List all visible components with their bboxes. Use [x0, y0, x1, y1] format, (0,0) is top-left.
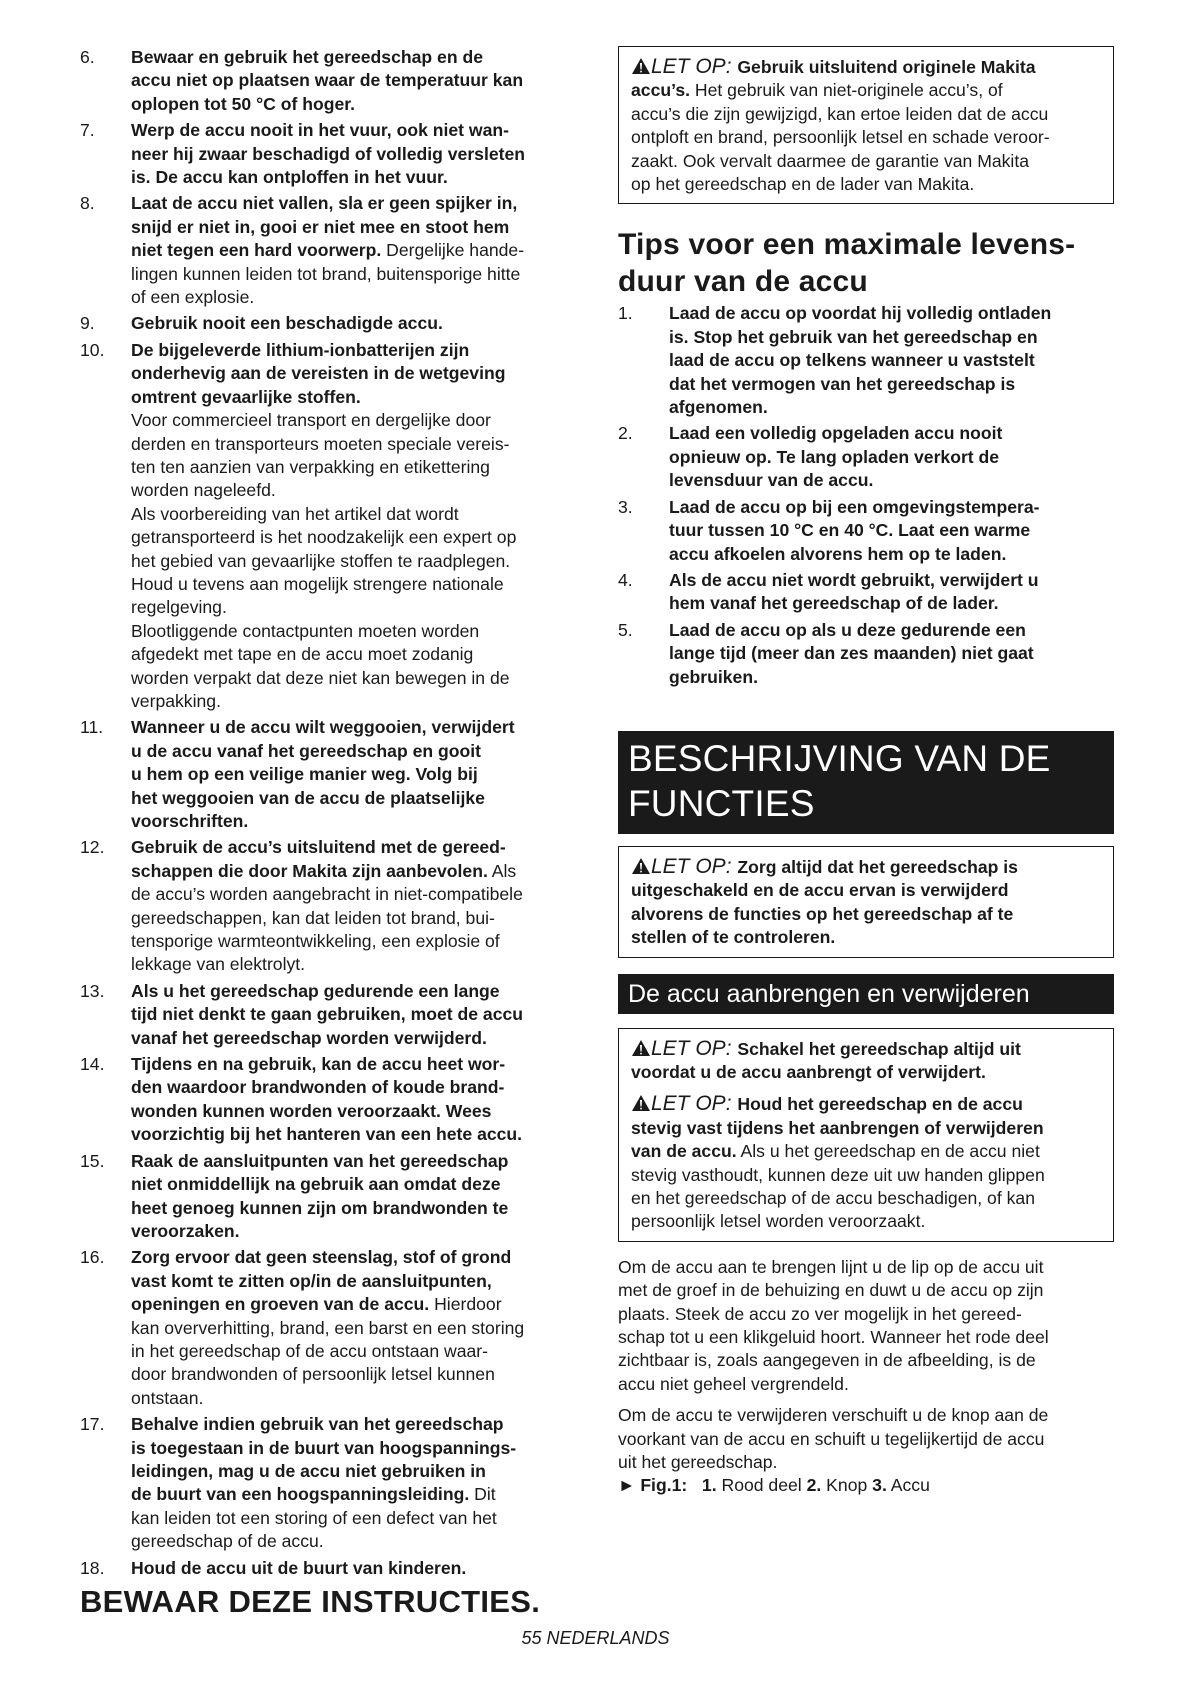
text-line: omtrent gevaarlijke stoffen. [131, 386, 361, 407]
text-line: voorschriften. [131, 811, 249, 831]
text-line: Laad de accu op als u deze gedurende een [669, 619, 1026, 640]
tips-heading [618, 226, 1114, 300]
text-line: de buurt van een hoogspanningsleiding. Dit [131, 1484, 496, 1505]
tips-heading-line: duur van de accu [618, 265, 868, 299]
text-line: stevig vasthoudt, kunnen deze uit uw handen glippen [631, 1164, 1045, 1185]
list-item [80, 836, 585, 976]
text-line: accu’s. Het gebruik van niet-originele accu’s, of [631, 80, 1003, 101]
list-item [80, 46, 585, 116]
text-line: worden nageleefd. [131, 480, 276, 501]
text-line: levensduur van de accu. [669, 470, 874, 491]
text-line: alvorens de functies op het gereedschap af te [631, 903, 1014, 924]
item-number: 16. [80, 1247, 105, 1268]
text-line: tijd niet denkt te gaan gebruiken, moet de accu [131, 1004, 524, 1025]
functions-caution-box [618, 846, 1114, 958]
list-item [80, 980, 585, 1050]
list-item [80, 1557, 585, 1580]
text-line: het gebied van gevaarlijke stoffen te raadplegen. [131, 550, 511, 571]
fig-item-text: Rood deel [721, 1475, 802, 1496]
item-number: 13. [80, 980, 105, 1001]
warning-triangle-icon [631, 857, 651, 875]
text-line: afgedekt met tape en de accu moet zodanig [131, 644, 474, 665]
text-line: kan leiden tot een storing of een defect van het [131, 1507, 497, 1528]
text-line: Tijdens en na gebruik, kan de accu heet wor- [131, 1054, 506, 1075]
item-number: 1. [618, 303, 633, 324]
text-line: Werp de accu nooit in het vuur, ook niet wan- [131, 120, 509, 141]
text-line: Als u het gereedschap gedurende een lange [131, 980, 500, 1001]
text-line: is. De accu kan ontploffen in het vuur. [131, 167, 448, 188]
text-line: u hem op een veilige manier weg. Volg bij [131, 764, 478, 785]
text-line: u de accu vanaf het gereedschap en gooit [131, 740, 482, 761]
text-line: schappen die door Makita zijn aanbevolen. Als [131, 860, 517, 881]
warning-triangle-icon [631, 1039, 651, 1057]
text-line: den waardoor brandwonden of koude brand- [131, 1077, 505, 1098]
text-line: plaats. Steek de accu zo ver mogelijk in het gereed- [618, 1303, 1022, 1324]
text-line: stellen of te controleren. [631, 927, 836, 948]
caution-label: LET OP: [651, 1092, 738, 1116]
text-line: LET OP: Zorg altijd dat het gereedschap is [631, 855, 1101, 879]
arrow-icon: ► [618, 1475, 636, 1496]
figure-label: Fig.1: [640, 1475, 688, 1496]
text-line: van de accu. Als u het gereedschap en de accu niet [631, 1141, 1040, 1162]
text-line: derden en transporteurs moeten speciale vereis- [131, 433, 510, 454]
text-line: verpakking. [131, 690, 221, 711]
text-line: niet onmiddellijk na gebruik aan omdat deze [131, 1174, 501, 1195]
text-line: Om de accu aan te brengen lijnt u de lip op de accu uit [618, 1256, 1044, 1277]
caution-text [631, 55, 1101, 196]
text-line: of een explosie. [131, 287, 255, 308]
text-line: zaakt. Ook vervalt daarmee de garantie van Makita [631, 150, 1030, 171]
text-line: ten ten aanzien van verpakking en etikettering [131, 456, 490, 477]
text-line: op het gereedschap en de lader van Makita. [631, 174, 975, 195]
list-item [80, 312, 585, 335]
text-line: Gebruik nooit een beschadigde accu. [131, 313, 443, 334]
text-line: De bijgeleverde lithium-ionbatterijen zijn [131, 339, 470, 360]
warning-triangle-icon [631, 57, 651, 75]
install-instructions [618, 1256, 1114, 1396]
text-line: snijd er niet in, gooi er niet mee en stoot hem [131, 216, 510, 237]
text-line: dat het vermogen van het gereedschap is [669, 373, 1016, 394]
caution-label: LET OP: [651, 854, 738, 878]
text-line: lange tijd (meer dan zes maanden) niet gaat [669, 643, 1034, 664]
text-line: uit het gereedschap. [618, 1452, 778, 1473]
text-line: oplopen tot 50 °C of hoger. [131, 93, 356, 114]
text-line: kan oververhitting, brand, een barst en een storing [131, 1317, 525, 1338]
text-line: lingen kunnen leiden tot brand, buitensporige hitte [131, 263, 521, 284]
text-line: leidingen, mag u de accu niet gebruiken in [131, 1460, 486, 1481]
warning-triangle-icon [631, 1094, 651, 1112]
item-number: 6. [80, 47, 95, 67]
text-line: LET OP: Gebruik uitsluitend originele Makita [631, 55, 1101, 79]
caution-text [631, 1037, 1101, 1085]
item-number: 3. [618, 496, 633, 517]
page-footer: 55 NEDERLANDS [521, 1628, 670, 1648]
text-line: voorkant van de accu en schuift u tegelijkertijd de accu [618, 1428, 1045, 1449]
text-line: Zorg ervoor dat geen steenslag, stof of grond [131, 1247, 512, 1268]
original-battery-caution-box [618, 46, 1114, 204]
text-line: zichtbaar is, zoals aangegeven in de afbeelding, is de [618, 1350, 1036, 1371]
text-line: LET OP: Schakel het gereedschap altijd uit [631, 1037, 1101, 1061]
text-line: Gebruik de accu’s uitsluitend met de gereed- [131, 837, 506, 858]
list-item [80, 1053, 585, 1147]
text-line: met de groef in de behuizing en duwt u de accu op zijn [618, 1280, 1044, 1301]
text-line: door brandwonden of persoonlijk letsel kunnen [131, 1364, 495, 1385]
save-instructions-heading: BEWAAR DEZE INSTRUCTIES. [80, 1584, 541, 1619]
remove-instructions [618, 1404, 1114, 1474]
list-item [618, 422, 1114, 492]
list-item [618, 569, 1114, 616]
list-item [80, 1413, 585, 1553]
text-line: Blootliggende contactpunten moeten worden [131, 620, 480, 641]
text-line: veroorzaken. [131, 1220, 240, 1241]
item-number: 12. [80, 837, 105, 858]
text-line: Houd de accu uit de buurt van kinderen. [131, 1557, 467, 1578]
text-line: niet tegen een hard voorwerp. Dergelijke hande- [131, 240, 525, 261]
item-number: 9. [80, 313, 95, 334]
text-line: gereedschap of de accu. [131, 1531, 324, 1552]
text-line: worden verpakt dat deze niet kan bewegen in de [131, 667, 510, 688]
fig-item-num: 2. [806, 1475, 822, 1496]
caution-text [631, 1092, 1101, 1233]
text-line: schap tot u een klikgeluid hoort. Wanneer het rode deel [618, 1327, 1049, 1348]
item-number: 18. [80, 1557, 105, 1578]
text-line: openingen en groeven van de accu. Hierdoor [131, 1294, 502, 1315]
text-line: gebruiken. [669, 666, 758, 687]
list-item [80, 1246, 585, 1410]
section-heading-line: FUNCTIES [628, 782, 815, 824]
figure-reference [618, 1474, 1114, 1497]
text-line: in het gereedschap of de accu ontstaan waar- [131, 1340, 488, 1361]
text-line: Behalve indien gebruik van het gereedschap [131, 1414, 504, 1435]
text-line: Laad de accu op bij een omgevingstempera- [669, 496, 1040, 517]
text-line: laad de accu op telkens wanneer u vaststelt [669, 350, 1035, 371]
text-line: LET OP: Houd het gereedschap en de accu [631, 1092, 1101, 1116]
item-number: 2. [618, 423, 633, 444]
text-line: accu niet geheel vergrendeld. [618, 1373, 849, 1394]
subsection-heading-install-remove: De accu aanbrengen en verwijderen [618, 974, 1114, 1014]
section-heading-line: BESCHRIJVING VAN DE [628, 737, 1051, 779]
list-item [80, 1150, 585, 1244]
list-item [618, 619, 1114, 689]
text-line: Om de accu te verwijderen verschuift u de knop aan de [618, 1405, 1049, 1426]
text-line: regelgeving. [131, 597, 227, 618]
text-line: voorzichtig bij het hanteren van een hete accu. [131, 1124, 523, 1145]
text-line: Als de accu niet wordt gebruikt, verwijdert u [669, 569, 1039, 590]
text-line: vanaf het gereedschap worden verwijderd. [131, 1027, 487, 1048]
safety-instructions-list [80, 46, 585, 1580]
item-number: 15. [80, 1150, 105, 1171]
text-line: accu niet op plaatsen waar de temperatuur kan [131, 70, 524, 91]
text-line: Raak de aansluitpunten van het gereedschap [131, 1150, 509, 1171]
list-item [618, 496, 1114, 566]
text-line: Laad de accu op voordat hij volledig ontladen [669, 303, 1052, 324]
right-column [618, 46, 1114, 1498]
item-number: 4. [618, 569, 633, 590]
item-number: 7. [80, 120, 95, 141]
item-number: 5. [618, 619, 633, 640]
text-line: vast komt te zitten op/in de aansluitpunten, [131, 1270, 492, 1291]
section-heading-functions [618, 731, 1114, 834]
text-line: getransporteerd is het noodzakelijk een expert op [131, 527, 517, 548]
text-line: uitgeschakeld en de accu ervan is verwijderd [631, 880, 1009, 901]
text-line: Wanneer u de accu wilt weggooien, verwijdert [131, 717, 515, 738]
install-caution-box [618, 1028, 1114, 1242]
text-line: tensporige warmteontwikkeling, een explosie of [131, 931, 500, 952]
text-line: onderhevig aan de vereisten in de wetgeving [131, 363, 506, 384]
caution-label: LET OP: [651, 1036, 738, 1060]
item-number: 10. [80, 339, 105, 360]
list-item [618, 302, 1114, 419]
text-line: is toegestaan in de buurt van hoogspannings- [131, 1437, 517, 1458]
list-item [80, 119, 585, 189]
text-line: is. Stop het gebruik van het gereedschap en [669, 326, 1038, 347]
text-line: neer hij zwaar beschadigd of volledig versleten [131, 143, 526, 164]
text-line: ontstaan. [131, 1387, 204, 1408]
text-line: lekkage van elektrolyt. [131, 954, 306, 975]
text-line: persoonlijk letsel worden veroorzaakt. [631, 1211, 926, 1232]
text-line: Laat de accu niet vallen, sla er geen spijker in, [131, 193, 518, 214]
text-line: accu’s die zijn gewijzigd, kan ertoe leiden dat de accu [631, 103, 1049, 124]
fig-item-text: Knop [826, 1475, 868, 1496]
caution-label: LET OP: [651, 55, 738, 78]
list-item [80, 192, 585, 309]
text-line: Voor commercieel transport en dergelijke door [131, 410, 491, 431]
tips-heading-line: Tips voor een maximale levens- [618, 228, 1076, 262]
text-line: hem vanaf het gereedschap of de lader. [669, 593, 999, 614]
tips-list [618, 302, 1114, 689]
text-line: accu afkoelen alvorens hem op te laden. [669, 543, 1007, 564]
caution-text [631, 855, 1101, 950]
list-item [80, 716, 585, 833]
list-item [80, 339, 585, 714]
text-line: Als voorbereiding van het artikel dat wordt [131, 503, 459, 524]
item-number: 8. [80, 193, 95, 214]
text-line: opnieuw op. Te lang opladen verkort de [669, 446, 1000, 467]
text-line: voordat u de accu aanbrengt of verwijdert. [631, 1061, 986, 1082]
fig-item-num: 3. [872, 1475, 887, 1496]
text-line: tuur tussen 10 °C en 40 °C. Laat een warme [669, 520, 1031, 541]
item-number: 17. [80, 1414, 105, 1435]
fig-item-num: 1. [701, 1475, 717, 1496]
text-line: ontploft en brand, persoonlijk letsel en schade veroor- [631, 127, 1050, 148]
text-line: gereedschappen, kan dat leiden tot brand, bui- [131, 907, 495, 928]
text-line: stevig vast tijdens het aanbrengen of verwijderen [631, 1117, 1044, 1138]
text-line: Bewaar en gebruik het gereedschap en de [131, 47, 483, 67]
text-line: het weggooien van de accu de plaatselijke [131, 787, 485, 808]
text-line: afgenomen. [669, 397, 768, 418]
item-number: 14. [80, 1054, 105, 1075]
text-line: Houd u tevens aan mogelijk strengere nationale [131, 573, 504, 594]
item-number: 11. [80, 717, 104, 738]
fig-item-text: Accu [890, 1475, 930, 1496]
text-line: en het gereedschap of de accu beschadigen, of kan [631, 1188, 1035, 1208]
text-line: wonden kunnen worden veroorzaakt. Wees [131, 1100, 492, 1121]
text-line: de accu’s worden aangebracht in niet-compatibele [131, 884, 523, 905]
text-line: Laad een volledig opgeladen accu nooit [669, 423, 1003, 444]
left-column [80, 46, 585, 1620]
text-line: heet genoeg kunnen zijn om brandwonden te [131, 1197, 509, 1218]
